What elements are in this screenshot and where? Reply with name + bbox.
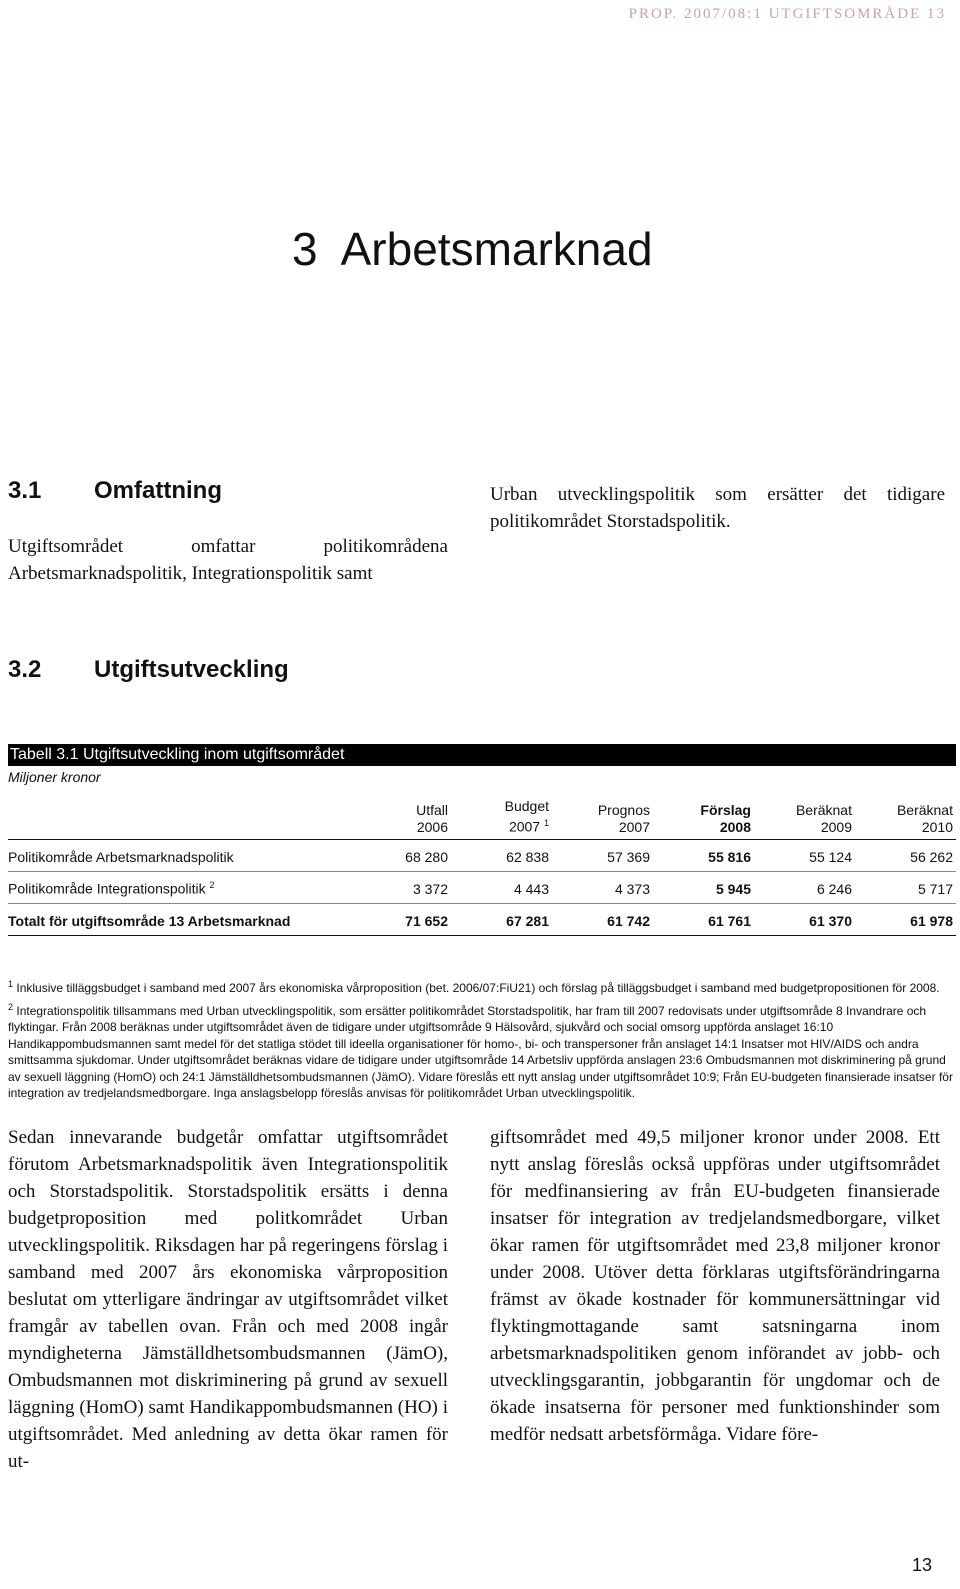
table-cell: 6 246 — [816, 881, 852, 897]
table-cell: 5 717 — [917, 881, 953, 897]
header-cell: Beräknat 2010 — [896, 802, 953, 835]
running-header: PROP. 2007/08:1 UTGIFTSOMRÅDE 13 — [628, 6, 946, 22]
header-cell: Budget 2007 $^1$ — [504, 798, 549, 835]
section-1-right-text: Urban utvecklingspolitik som ersätter det tidigare politikområdet Storstadspolitik. — [490, 484, 945, 532]
section-heading-3-2 — [8, 656, 289, 684]
table-cell: 61 978 — [910, 913, 953, 929]
section-heading-3-1 — [8, 477, 222, 505]
table-cell: 67 281 — [506, 913, 549, 929]
table-cell: 71 652 — [405, 913, 448, 929]
row-label: Politikområde Integrationspolitik $^2$ — [8, 880, 215, 897]
table-cell: 68 280 — [405, 849, 448, 865]
footnote-mark: 2 — [8, 1001, 14, 1012]
footnote — [8, 976, 956, 997]
table-cell: 62 838 — [506, 849, 549, 865]
table-cell: 61 370 — [809, 913, 852, 929]
table-row — [8, 840, 956, 872]
table-cell: 55 124 — [809, 849, 852, 865]
page-number: 13 — [912, 1555, 933, 1575]
section-number: 3.2 — [8, 656, 42, 683]
header-cell: Beräknat 2009 — [795, 802, 852, 835]
table-row — [8, 872, 956, 904]
footnote-ref: 1 — [543, 818, 549, 829]
table-unit: Miljoner kronor — [8, 769, 101, 785]
table-cell: 3 372 — [412, 881, 448, 897]
header-cell-proposal: Förslag 2008 — [700, 802, 751, 835]
table-cell: 4 373 — [614, 881, 650, 897]
table-cell: 4 443 — [513, 881, 549, 897]
footnote-text: Integrationspolitik tillsammans med Urban utvecklingspolitik, som ersätter politikområdet Storstadspolitik, har fram till 2007 redovisats under utgiftsområde 8 Invandrare och flyktingar. Från 2008 beräknas under utgiftsområdet även de tidigare under utgiftsområde 9 Hälsovård, sjukvård och social omsorg uppförda anslaget 16:10 Handikappombudsmannen samt medel för det statliga stödet till ideella organisationer för homo-, bi- och transpersoner från anslaget 14:1 Insatser mot HIV/AIDS och andra smittsamma sjukdomar. Under utgiftsområdet beräknas vidare de tidigare under utgiftsområde 14 Arbetsliv uppförda anslagen 23:6 Ombudsmannen mot diskriminering på grund av sexuell läggning (HomO) och 24:1 Jämställdhetsombudsmannen (JämO). Vidare föreslås ett nytt anslag under utgiftsområdet 10:9; Från EU-budgeten finansierade insatser för integration av tredjelandsmedborgare. Inga anslagsbelopp föreslås anvisas för politikområdet Urban utvecklingspolitik. — [8, 1003, 953, 1100]
section-title: Utgiftsutveckling — [94, 656, 289, 683]
table-cell-proposal: 5 945 — [715, 881, 751, 897]
row-label: Politikområde Arbetsmarknadspolitik — [8, 849, 234, 865]
chapter-title-text: Arbetsmarknad — [340, 223, 653, 275]
table-cell: 56 262 — [910, 849, 953, 865]
expenditure-table — [8, 800, 956, 936]
table-footnotes — [8, 976, 956, 1104]
footnote-ref: 2 — [209, 880, 215, 891]
row-label: Totalt för utgiftsområde 13 Arbetsmarknad — [8, 913, 291, 929]
header-cell: Prognos 2007 — [597, 802, 650, 835]
section-1-left-text: Utgiftsområdet omfattar politikområdena Arbetsmarknadspolitik, Integrationspolitik samt — [8, 536, 448, 584]
body-left-column: Sedan innevarande budgetår omfattar utgiftsområdet förutom Arbetsmarknadspolitik även Integrationspolitik och Storstadspolitik. Storstadspolitik ersätts i denna budgetproposition med politkområdet Urban utvecklingspolitik. Riksdagen har på regeringens förslag i samband med 2007 års ekonomiska vårproposition beslutat om ytterligare ändringar av utgiftsområdet vilket framgår av tabellen ovan. Från och med 2008 ingår myndigheterna Jämställdhetsombudsmannen (JämO), Ombudsmannen mot diskriminering på grund av sexuell läggning (HomO) samt Handikappombudsmannen (HO) i utgiftsområdet. Med anledning av detta ökar ramen för ut- — [8, 1127, 448, 1472]
footnote — [8, 999, 956, 1102]
table-cell: 57 369 — [607, 849, 650, 865]
table-row-total — [8, 904, 956, 936]
section-title: Omfattning — [94, 477, 222, 504]
section-number: 3.1 — [8, 477, 42, 504]
header-cell: Utfall 2006 — [416, 802, 448, 835]
table-caption: Tabell 3.1 Utgiftsutveckling inom utgiftsområdet — [8, 744, 956, 766]
table-cell-proposal: 55 816 — [708, 849, 751, 865]
table-cell: 61 742 — [607, 913, 650, 929]
footnote-mark: 1 — [8, 979, 14, 989]
table-header-row — [8, 800, 956, 840]
body-right-column: giftsområdet med 49,5 miljoner kronor under 2008. Ett nytt anslag föreslås också uppföras under utgiftsområdet för medfinansiering av från EU-budgeten finansierade insatser för integration av tredjelandsmedborgare, vilket ökar ramen för utgiftsområdet med 23,8 miljoner kronor under 2008. Utöver detta förklaras utgiftsförändringarna främst av ökade kostnader för kommunersättningar vid flyktingmottagande samt satsningarna inom arbetsmarknadspolitiken genom införandet av jobb- och utvecklingsgarantin, jobbgarantin för ungdomar och de ökade insatserna för personer med funktionshinder som medför nedsatt arbetsförmåga. Vidare före- — [490, 1127, 940, 1445]
chapter-title — [292, 222, 653, 276]
table-cell-proposal: 61 761 — [708, 913, 751, 929]
chapter-number: 3 — [292, 223, 318, 275]
footnote-text: Inklusive tilläggsbudget i samband med 2007 års ekonomiska vårproposition (bet. 2006/07:FiU21) och förslag på tilläggsbudget i samband med budgetpropositionen för 2008. — [16, 981, 940, 995]
